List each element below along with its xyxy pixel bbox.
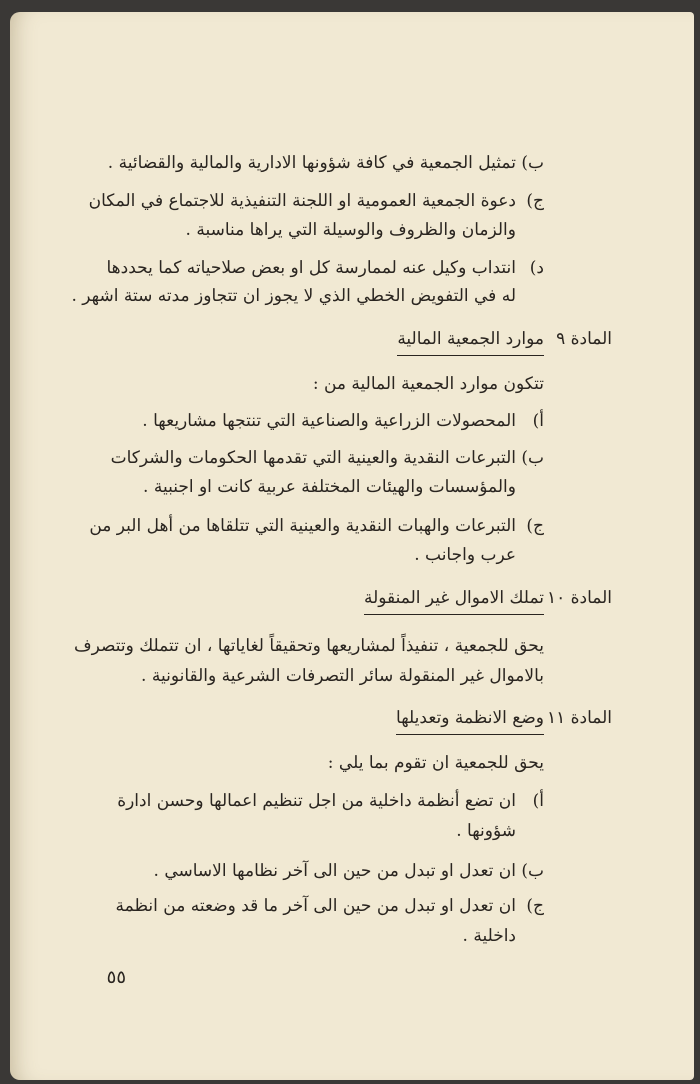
item-marker: ج) bbox=[526, 516, 544, 536]
item-marker: أ) bbox=[532, 791, 544, 811]
article-11-intro: يحق للجمعية ان تقوم بما يلي : bbox=[327, 753, 544, 773]
document-page bbox=[10, 12, 694, 1080]
item-marker: ج) bbox=[526, 896, 544, 916]
item-text: انتداب وكيل عنه لممارسة كل او بعض صلاحياته كما يحددها bbox=[106, 258, 516, 278]
article-9-label: المادة ٩ bbox=[556, 329, 612, 349]
article-9-intro: تتكون موارد الجمعية المالية من : bbox=[312, 374, 544, 394]
item-text: عرب واجانب . bbox=[414, 545, 516, 565]
item-marker: أ) bbox=[532, 411, 544, 431]
item-text: والمؤسسات والهيئات المختلفة عربية كانت او اجنبية . bbox=[143, 477, 516, 497]
article-9-title: موارد الجمعية المالية bbox=[397, 325, 544, 356]
page-content bbox=[10, 12, 694, 1080]
article-11-title: وضع الانظمة وتعديلها bbox=[396, 704, 544, 735]
item-text: ان تعدل او تبدل من حين الى آخر نظامها الاساسي . bbox=[153, 861, 516, 881]
article-10-text: بالاموال غير المنقولة سائر التصرفات الشرعية والقانونية . bbox=[141, 666, 544, 686]
item-text: دعوة الجمعية العمومية او اللجنة التنفيذية للاجتماع في المكان bbox=[88, 191, 516, 211]
article-10-title: تملك الاموال غير المنقولة bbox=[364, 584, 544, 615]
article-10-text: يحق للجمعية ، تنفيذاً لمشاريعها وتحقيقاً لغاياتها ، ان تتملك وتتصرف bbox=[73, 636, 544, 656]
item-text: داخلية . bbox=[462, 926, 516, 946]
item-text: ان تعدل او تبدل من حين الى آخر ما قد وضعته من انظمة bbox=[115, 896, 516, 916]
item-text: والزمان والظروف والوسيلة التي يراها مناسبة . bbox=[185, 220, 516, 240]
page-number: ٥٥ bbox=[106, 967, 126, 988]
item-text: شؤونها . bbox=[456, 821, 516, 841]
item-marker: ج) bbox=[526, 191, 544, 211]
item-marker: ب) bbox=[521, 153, 544, 173]
item-text: له في التفويض الخطي الذي لا يجوز ان تتجاوز مدته ستة اشهر . bbox=[71, 286, 516, 306]
item-marker: د) bbox=[529, 258, 544, 278]
article-10-label: المادة ١٠ bbox=[546, 588, 612, 608]
item-marker: ب) bbox=[521, 861, 544, 881]
item-marker: ب) bbox=[521, 448, 544, 468]
article-11-label: المادة ١١ bbox=[546, 708, 612, 728]
item-text: ان تضع أنظمة داخلية من اجل تنظيم اعمالها وحسن ادارة bbox=[117, 791, 516, 811]
item-text: التبرعات والهبات النقدية والعينية التي تتلقاها من أهل البر من bbox=[89, 516, 516, 536]
item-text: تمثيل الجمعية في كافة شؤونها الادارية والمالية والقضائية . bbox=[107, 153, 516, 173]
item-text: المحصولات الزراعية والصناعية التي تنتجها مشاريعها . bbox=[142, 411, 516, 431]
item-text: التبرعات النقدية والعينية التي تقدمها الحكومات والشركات bbox=[110, 448, 516, 468]
